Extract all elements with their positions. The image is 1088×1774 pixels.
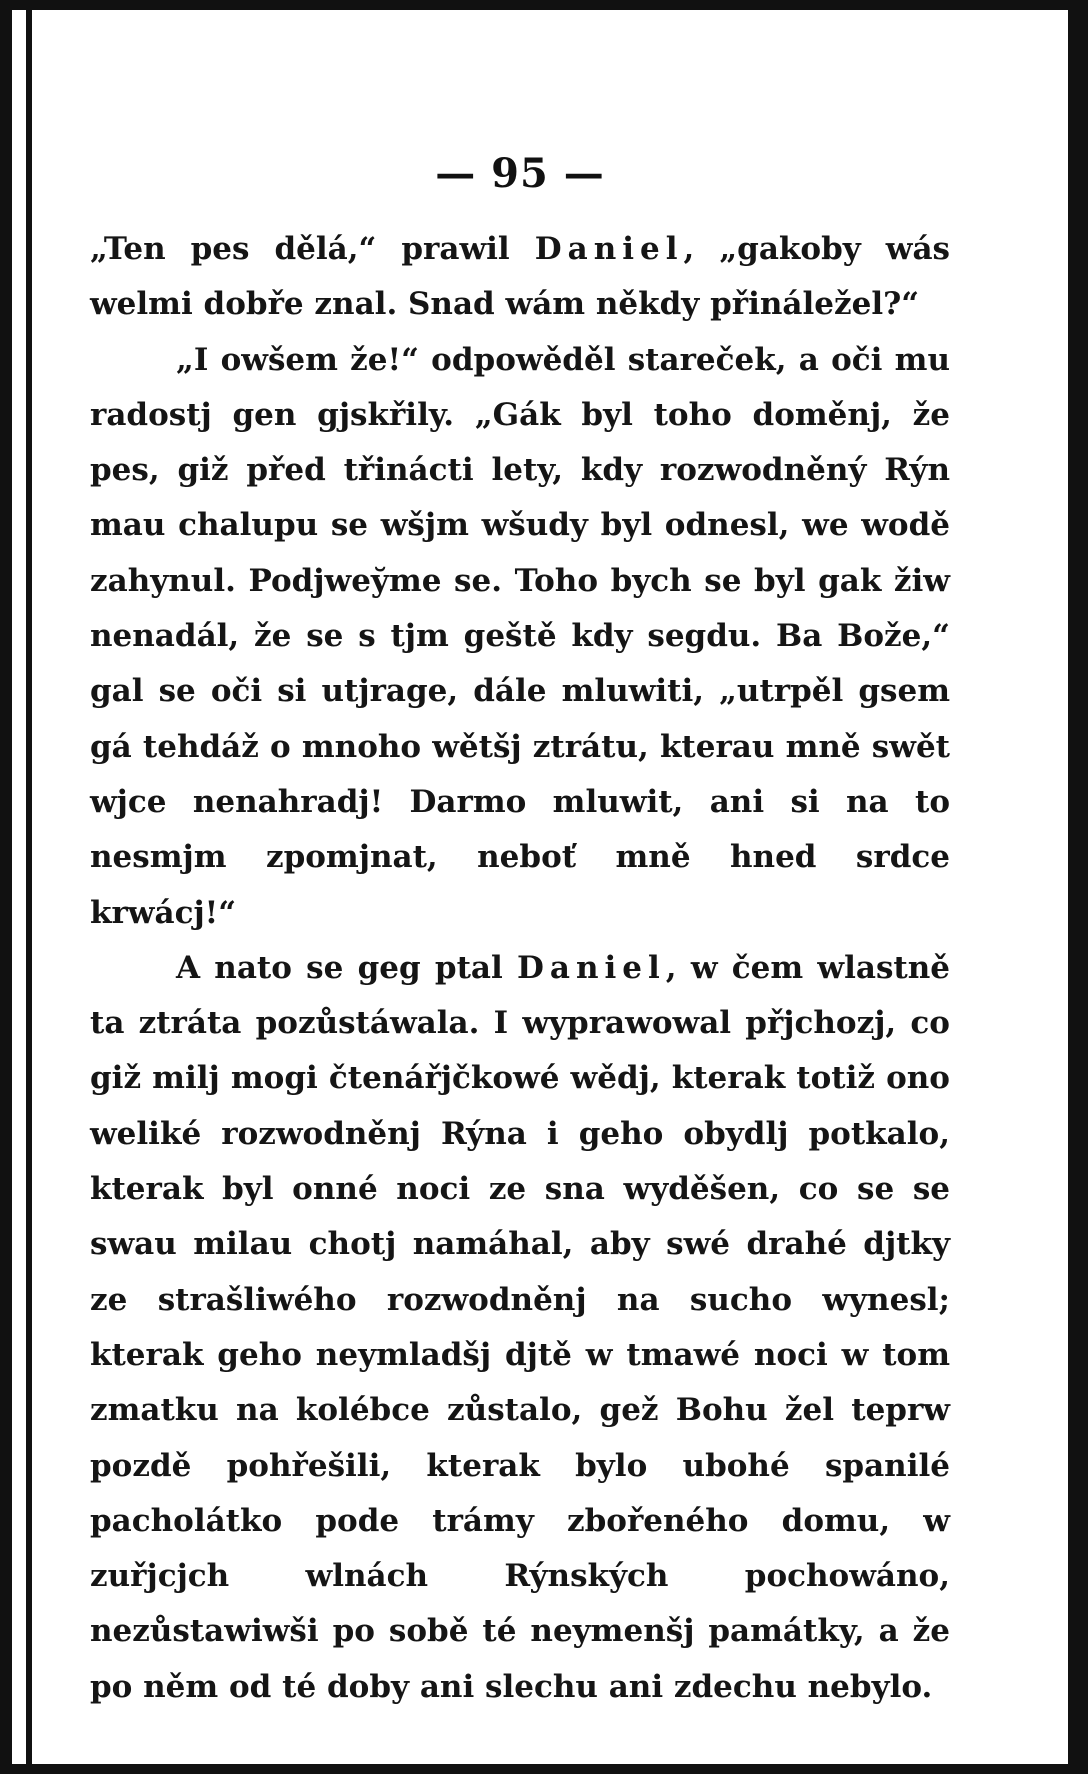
text-segment: , „gakoby wás welmi dobře znal. Snad wám někdy přináležel?“ xyxy=(90,231,950,323)
text-segment: , w čem wlastně ta ztráta pozůstáwala. I wyprawowal přjchozj, co giž milj mogi čtenářjčkowé wědj, kterak totiž ono weliké rozwodněnj Rýna i geho obydlj potkalo, kterak byl onné noci ze sna wyděšen, co se se swau milau chotj namáhal, aby swé drahé djtky ze strašliwého rozwodněnj na sucho wynesl; kterak geho neymladšj djtě w tmawé noci w tom zmatku na kolébce zůstalo, gež Bohu žel teprw pozdě pohřešili, kterak bylo ubohé spanilé pacholátko pode trámy zbořeného domu, w zuřjcjch wlnách Rýnských pochowáno, nezůstawiwši po sobě té neymenšj památky, a že po něm od té doby ani slechu ani zdechu nebylo. xyxy=(90,949,950,1705)
text-segment: „Ten pes dělá,“ prawil xyxy=(90,231,535,267)
text-segment: A nato se geg ptal xyxy=(176,949,517,986)
page-number: — 95 — xyxy=(435,150,605,197)
character-name: Daniel xyxy=(517,949,666,986)
paragraph-1 xyxy=(90,222,950,333)
body-text xyxy=(90,222,950,1715)
binding-edge xyxy=(26,10,32,1764)
paragraph-2 xyxy=(90,333,950,941)
text-segment: „I owšem že!“ odpowěděl stareček, a oči mu radostj gen gjskřily. „Gák byl toho doměnj, že pes, giž před třinácti lety, kdy rozwodněný Rýn mau chalupu se wšjm wšudy byl odnesl, we wodě zahynul. Podjwey̆me se. Toho bych se byl gak žiw nenadál, že se s tjm geště kdy segdu. Ba Bože,“ gal se oči si utjrage, dále mluwiti, „utrpěl gsem gá tehdáž o mnoho wětšj ztrátu, kterau mně swět wjce nenahradj! Darmo mluwit, ani si na to nesmjm zpomjnat, neboť mně hned srdce krwácj!“ xyxy=(90,341,950,931)
paragraph-3 xyxy=(90,941,950,1715)
character-name: Daniel xyxy=(534,231,684,267)
